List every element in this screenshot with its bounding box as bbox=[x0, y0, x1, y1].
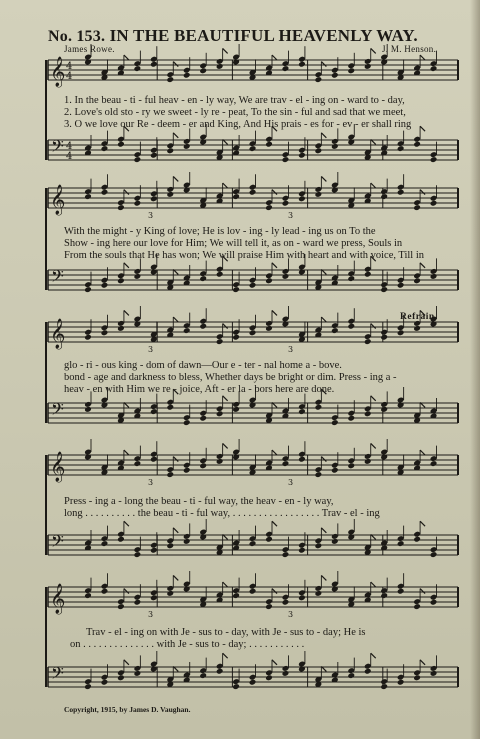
note-head bbox=[347, 323, 355, 330]
note-flag bbox=[420, 55, 425, 60]
treble-clef-icon: 𝄞 bbox=[50, 185, 66, 215]
note-head bbox=[413, 536, 421, 543]
note-flag bbox=[173, 457, 178, 462]
note-head bbox=[84, 683, 92, 690]
note-flag bbox=[321, 528, 326, 533]
note-head bbox=[430, 273, 438, 280]
note-head bbox=[364, 410, 372, 417]
note-head bbox=[364, 63, 372, 70]
note-flag bbox=[124, 660, 129, 665]
note-head bbox=[101, 540, 109, 547]
note-flag bbox=[420, 521, 425, 526]
note-head bbox=[183, 72, 191, 79]
note-head bbox=[199, 275, 207, 282]
note-flag bbox=[321, 133, 326, 138]
note-flag bbox=[272, 190, 277, 195]
note-head bbox=[150, 547, 158, 554]
note-flag bbox=[371, 396, 376, 401]
lyric-line: With the might - y King of love; He is lov - ing - ly lead - ing us on To the bbox=[64, 226, 376, 237]
note-head bbox=[232, 406, 240, 413]
note-head bbox=[282, 156, 290, 163]
note-head bbox=[249, 588, 257, 595]
note-flag bbox=[124, 55, 129, 60]
note-head bbox=[117, 603, 125, 610]
note-head bbox=[413, 141, 421, 148]
note-head bbox=[199, 67, 207, 74]
note-head bbox=[298, 594, 306, 601]
hymn-title: IN THE BEAUTIFUL HEAVENLY WAY. bbox=[109, 26, 418, 45]
note-flag bbox=[420, 190, 425, 195]
note-head bbox=[134, 156, 142, 163]
note-head bbox=[397, 282, 405, 289]
note-head bbox=[397, 189, 405, 196]
note-flag bbox=[173, 528, 178, 533]
note-head bbox=[265, 277, 273, 284]
note-flag bbox=[223, 324, 228, 329]
note-head bbox=[134, 460, 142, 467]
note-head bbox=[249, 282, 257, 289]
note-head bbox=[265, 204, 273, 211]
note-flag bbox=[371, 48, 376, 53]
bass-clef-icon: 𝄢 bbox=[51, 399, 64, 423]
triplet-mark: 3 bbox=[288, 478, 294, 487]
note-head bbox=[265, 536, 273, 543]
note-head bbox=[150, 195, 158, 202]
note-head bbox=[150, 152, 158, 159]
bass-clef-icon: 𝄢 bbox=[51, 266, 64, 290]
note-flag bbox=[223, 48, 228, 53]
note-head bbox=[315, 542, 323, 549]
note-head bbox=[249, 679, 257, 686]
note-head bbox=[380, 683, 388, 690]
note-flag bbox=[173, 176, 178, 181]
note-flag bbox=[124, 310, 129, 315]
note-head bbox=[430, 65, 438, 72]
lyric-line: bond - age and darkness to bless, Whether days be bright or dim. Press - ing a - bbox=[64, 372, 397, 383]
treble-clef-icon: 𝄞 bbox=[50, 584, 66, 614]
note-head bbox=[397, 588, 405, 595]
bass-clef-icon: 𝄢 bbox=[51, 136, 64, 160]
lyricist-credit: James Rowe. bbox=[64, 44, 115, 54]
note-flag bbox=[173, 133, 178, 138]
note-head bbox=[199, 462, 207, 469]
lyric-line: From the souls that He has won; We will praise Him with heart and with voice, Till in bbox=[64, 250, 425, 261]
note-head bbox=[331, 419, 339, 426]
time-signature: 4 bbox=[66, 61, 73, 72]
note-head bbox=[397, 540, 405, 547]
note-head bbox=[199, 323, 207, 330]
note-flag bbox=[223, 443, 228, 448]
note-flag bbox=[420, 589, 425, 594]
note-flag bbox=[223, 183, 228, 188]
note-head bbox=[134, 65, 142, 72]
note-head bbox=[380, 334, 388, 341]
note-flag bbox=[272, 660, 277, 665]
note-flag bbox=[371, 183, 376, 188]
note-head bbox=[430, 200, 438, 207]
note-head bbox=[347, 462, 355, 469]
time-signature: 4 bbox=[66, 141, 73, 152]
triplet-mark: 3 bbox=[288, 610, 294, 619]
note-head bbox=[183, 327, 191, 334]
note-head bbox=[265, 603, 273, 610]
note-head bbox=[166, 147, 174, 154]
note-flag bbox=[124, 589, 129, 594]
note-head bbox=[166, 590, 174, 597]
treble-clef-icon: 𝄞 bbox=[50, 319, 66, 349]
note-head bbox=[134, 670, 142, 677]
note-head bbox=[331, 72, 339, 79]
note-flag bbox=[371, 582, 376, 587]
note-head bbox=[232, 286, 240, 293]
note-head bbox=[430, 670, 438, 677]
note-head bbox=[150, 408, 158, 415]
note-head bbox=[134, 599, 142, 606]
note-head bbox=[249, 540, 257, 547]
note-head bbox=[249, 329, 257, 336]
note-head bbox=[331, 467, 339, 474]
note-flag bbox=[223, 582, 228, 587]
composer-credit: J. M. Henson. bbox=[382, 44, 437, 54]
note-head bbox=[413, 603, 421, 610]
note-flag bbox=[420, 263, 425, 268]
note-head bbox=[430, 551, 438, 558]
lyric-line: long . . . . . . . . . . the beau - ti - ful way, . . . . . . . . . . . . . . . . . Trav - el - ing bbox=[64, 508, 380, 519]
note-head bbox=[413, 277, 421, 284]
note-head bbox=[397, 145, 405, 152]
note-head bbox=[134, 551, 142, 558]
note-head bbox=[183, 419, 191, 426]
note-flag bbox=[272, 310, 277, 315]
note-head bbox=[380, 286, 388, 293]
note-flag bbox=[223, 653, 228, 658]
note-head bbox=[282, 670, 290, 677]
note-head bbox=[232, 193, 240, 200]
note-head bbox=[397, 329, 405, 336]
note-head bbox=[364, 271, 372, 278]
bass-clef-icon: 𝄢 bbox=[51, 663, 64, 687]
note-head bbox=[413, 325, 421, 332]
lyric-line: Trav - el - ing on with Je - sus to - day, with Je - sus to - day; He is bbox=[86, 627, 366, 638]
note-head bbox=[166, 542, 174, 549]
note-head bbox=[347, 672, 355, 679]
note-head bbox=[117, 674, 125, 681]
triplet-mark: 3 bbox=[288, 345, 294, 354]
note-head bbox=[117, 204, 125, 211]
note-head bbox=[84, 334, 92, 341]
note-head bbox=[315, 147, 323, 154]
note-flag bbox=[420, 450, 425, 455]
note-head bbox=[199, 672, 207, 679]
note-head bbox=[101, 329, 109, 336]
note-head bbox=[413, 674, 421, 681]
note-head bbox=[117, 277, 125, 284]
note-head bbox=[134, 200, 142, 207]
note-head bbox=[101, 282, 109, 289]
note-flag bbox=[173, 317, 178, 322]
lyric-line: Press - ing a - long the beau - ti - ful way, the heav - en - ly way, bbox=[64, 496, 334, 507]
note-head bbox=[364, 338, 372, 345]
note-head bbox=[84, 406, 92, 413]
note-flag bbox=[371, 324, 376, 329]
note-head bbox=[331, 143, 339, 150]
note-head bbox=[282, 460, 290, 467]
time-signature: 4 bbox=[66, 151, 73, 162]
note-head bbox=[216, 63, 224, 70]
note-head bbox=[150, 456, 158, 463]
note-head bbox=[413, 204, 421, 211]
note-flag bbox=[272, 263, 277, 268]
note-head bbox=[166, 404, 174, 411]
note-head bbox=[101, 679, 109, 686]
note-head bbox=[380, 406, 388, 413]
note-flag bbox=[173, 575, 178, 580]
note-flag bbox=[321, 575, 326, 580]
note-flag bbox=[321, 176, 326, 181]
triplet-mark: 3 bbox=[148, 478, 154, 487]
lyric-line: 1. In the beau - ti - ful heav - en - ly way, We are trav - el - ing on - ward to - day, bbox=[64, 95, 405, 106]
note-head bbox=[265, 141, 273, 148]
note-head bbox=[298, 195, 306, 202]
note-head bbox=[232, 683, 240, 690]
note-head bbox=[117, 325, 125, 332]
bass-clef-icon: 𝄢 bbox=[51, 531, 64, 555]
note-head bbox=[199, 415, 207, 422]
note-head bbox=[298, 152, 306, 159]
note-flag bbox=[420, 660, 425, 665]
lyric-line: on . . . . . . . . . . . . . . with Je - sus to - day; . . . . . . . . . . . bbox=[70, 639, 305, 650]
note-head bbox=[298, 408, 306, 415]
note-flag bbox=[321, 457, 326, 462]
note-head bbox=[298, 456, 306, 463]
note-head bbox=[166, 191, 174, 198]
refrain-label: Refrain. bbox=[400, 312, 438, 322]
note-head bbox=[315, 76, 323, 83]
note-head bbox=[298, 61, 306, 68]
note-flag bbox=[124, 190, 129, 195]
note-head bbox=[331, 327, 339, 334]
note-head bbox=[166, 471, 174, 478]
note-head bbox=[364, 668, 372, 675]
note-head bbox=[117, 536, 125, 543]
note-head bbox=[101, 145, 109, 152]
lyric-line: 2. Love's old sto - ry we sweet - ly re - peat, To the sin - ful and sad that we meet, bbox=[64, 107, 406, 118]
note-head bbox=[430, 599, 438, 606]
note-flag bbox=[272, 589, 277, 594]
note-head bbox=[150, 61, 158, 68]
triplet-mark: 3 bbox=[148, 211, 154, 220]
lyric-line: glo - ri - ous king - dom of dawn—Our e - ter - nal home a - bove. bbox=[64, 360, 342, 371]
triplet-mark: 3 bbox=[288, 211, 294, 220]
note-head bbox=[84, 193, 92, 200]
note-head bbox=[347, 275, 355, 282]
note-head bbox=[282, 65, 290, 72]
note-head bbox=[134, 273, 142, 280]
note-head bbox=[430, 460, 438, 467]
lyric-line: 3. O we love our Re - deem - er and King, And His prais - es for - ev - er shall ring bbox=[64, 119, 412, 130]
note-head bbox=[265, 325, 273, 332]
note-head bbox=[282, 551, 290, 558]
note-head bbox=[183, 467, 191, 474]
triplet-mark: 3 bbox=[148, 345, 154, 354]
note-head bbox=[331, 538, 339, 545]
note-head bbox=[347, 67, 355, 74]
note-head bbox=[216, 458, 224, 465]
note-flag bbox=[124, 521, 129, 526]
note-head bbox=[315, 191, 323, 198]
copyright-notice: Copyright, 1915, by James D. Vaughan. bbox=[64, 705, 191, 714]
triplet-mark: 3 bbox=[148, 610, 154, 619]
note-flag bbox=[321, 62, 326, 67]
note-flag bbox=[272, 55, 277, 60]
note-head bbox=[101, 588, 109, 595]
note-head bbox=[183, 143, 191, 150]
note-head bbox=[183, 538, 191, 545]
note-head bbox=[315, 404, 323, 411]
note-head bbox=[216, 668, 224, 675]
note-head bbox=[216, 410, 224, 417]
lyric-line: heav - en with Him we re - joice, Aft - er la - bors here are done. bbox=[64, 384, 335, 395]
note-flag bbox=[272, 450, 277, 455]
note-flag bbox=[173, 62, 178, 67]
treble-clef-icon: 𝄞 bbox=[50, 57, 66, 87]
note-head bbox=[282, 599, 290, 606]
hymn-number: No. 153. bbox=[48, 28, 106, 45]
note-head bbox=[347, 415, 355, 422]
note-head bbox=[216, 338, 224, 345]
note-head bbox=[282, 200, 290, 207]
note-flag bbox=[272, 521, 277, 526]
note-head bbox=[298, 547, 306, 554]
note-head bbox=[216, 271, 224, 278]
note-head bbox=[282, 273, 290, 280]
note-head bbox=[397, 679, 405, 686]
note-flag bbox=[124, 450, 129, 455]
note-flag bbox=[124, 263, 129, 268]
note-head bbox=[249, 189, 257, 196]
note-flag bbox=[420, 126, 425, 131]
note-head bbox=[101, 189, 109, 196]
note-head bbox=[364, 458, 372, 465]
note-head bbox=[380, 592, 388, 599]
note-head bbox=[117, 141, 125, 148]
note-head bbox=[265, 674, 273, 681]
note-flag bbox=[371, 443, 376, 448]
note-head bbox=[315, 590, 323, 597]
note-head bbox=[430, 156, 438, 163]
note-flag bbox=[321, 317, 326, 322]
note-head bbox=[166, 76, 174, 83]
note-head bbox=[249, 145, 257, 152]
note-head bbox=[315, 471, 323, 478]
note-head bbox=[232, 592, 240, 599]
treble-clef-icon: 𝄞 bbox=[50, 452, 66, 482]
note-head bbox=[84, 592, 92, 599]
note-flag bbox=[223, 396, 228, 401]
note-head bbox=[84, 286, 92, 293]
time-signature: 4 bbox=[66, 71, 73, 82]
lyric-line: Show - ing here our love for Him; We will tell it, as on - ward we press, Souls in bbox=[64, 238, 403, 249]
note-head bbox=[232, 334, 240, 341]
note-flag bbox=[371, 653, 376, 658]
note-head bbox=[150, 594, 158, 601]
note-head bbox=[380, 193, 388, 200]
